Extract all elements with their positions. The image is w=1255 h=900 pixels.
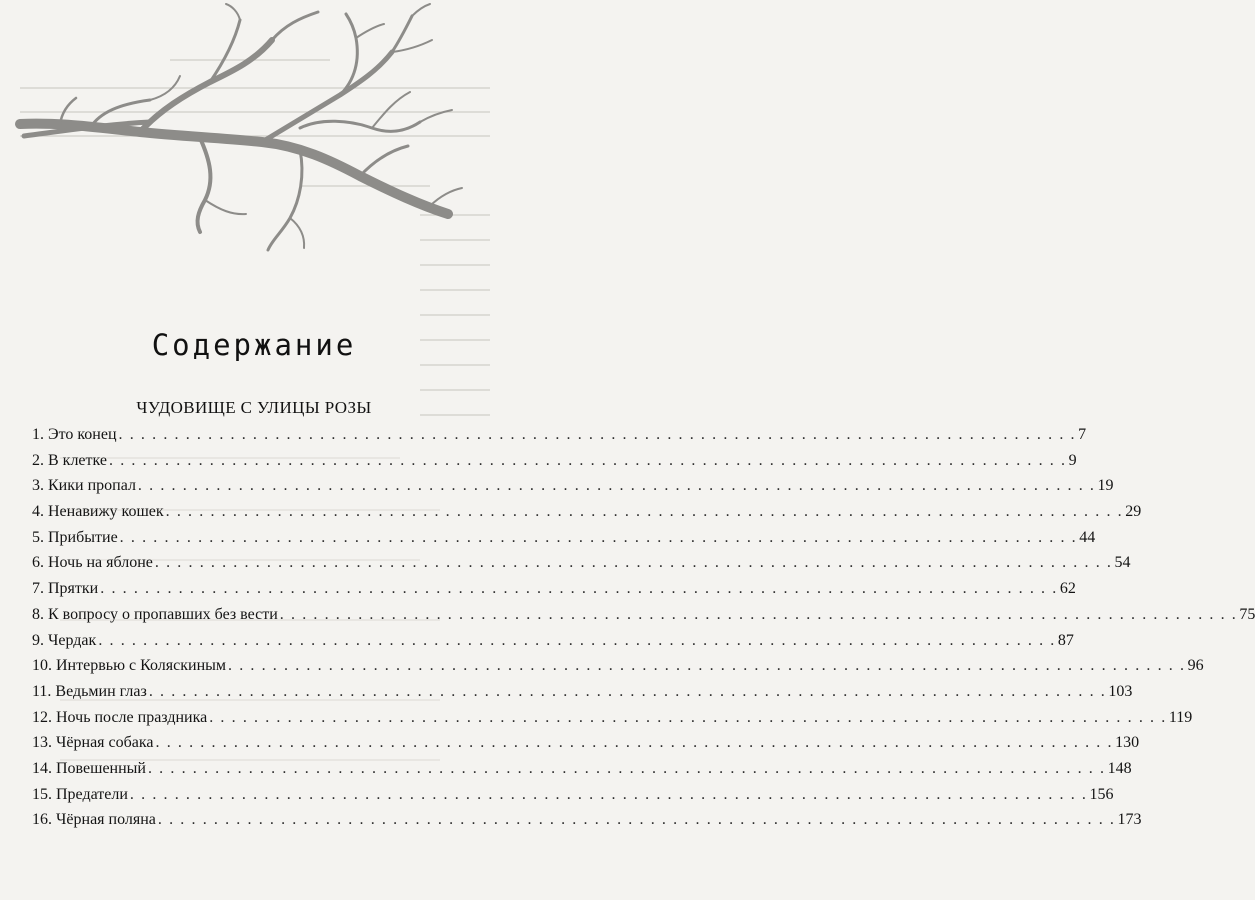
- dot-leader: . . . . . . . . . . . . . . . . . . . . . . . . . . . . . . . . . . . . . . . . . . . . . . . . . . . . . . . . . . . . . . . . . . . . . . . . . . . . . . . . . . . . . .: [157, 811, 1116, 829]
- dot-leader: . . . . . . . . . . . . . . . . . . . . . . . . . . . . . . . . . . . . . . . . . . . . . . . . . . . . . . . . . . . . . . . . . . . . . . . . . . . . . . . . . . . . . .: [100, 580, 1058, 598]
- toc-entry-title: 1. Это конец: [32, 426, 117, 443]
- toc-entry: [32, 631, 1074, 658]
- toc-entry-page-number: 44: [1079, 528, 1096, 546]
- dot-leader: . . . . . . . . . . . . . . . . . . . . . . . . . . . . . . . . . . . . . . . . . . . . . . . . . . . . . . . . . . . . . . . . . . . . . . . . . . . . . . . . . . . . . .: [155, 734, 1114, 752]
- toc-entry-page-number: 54: [1114, 554, 1131, 572]
- dot-leader: . . . . . . . . . . . . . . . . . . . . . . . . . . . . . . . . . . . . . . . . . . . . . . . . . . . . . . . . . . . . . . . . . . . . . . . . . . . . . . . . . . . . . .: [148, 682, 1107, 700]
- toc-entry-page-number: 96: [1187, 657, 1204, 675]
- toc-entry-title: 15. Предатели: [32, 785, 128, 803]
- toc-entry: [32, 759, 1132, 786]
- toc-entry-page-number: 130: [1115, 734, 1140, 752]
- toc-entry: [32, 811, 1142, 837]
- toc-entry-page-number: 156: [1089, 785, 1114, 803]
- dot-leader: . . . . . . . . . . . . . . . . . . . . . . . . . . . . . . . . . . . . . . . . . . . . . . . . . . . . . . . . . . . . . . . . . . . . . . . . . . . . . . . . . . . . . .: [147, 759, 1106, 777]
- toc-entry-page-number: 9: [1068, 451, 1077, 469]
- toc-entry: [32, 657, 1204, 683]
- toc-entry: [32, 426, 1087, 452]
- toc-entry-title: 5. Прибытие: [32, 528, 118, 546]
- dot-leader: . . . . . . . . . . . . . . . . . . . . . . . . . . . . . . . . . . . . . . . . . . . . . . . . . . . . . . . . . . . . . . . . . . . . . . . . . . . . . . . . . . . . . .: [165, 503, 1124, 521]
- toc-entry-title: 6. Ночь на яблоне: [32, 554, 153, 572]
- toc-entry: [32, 503, 1142, 529]
- toc-entry-title: 14. Повешенный: [32, 759, 146, 777]
- toc-entry: [32, 605, 1255, 632]
- toc-entry-title: 3. Кики пропал: [32, 477, 136, 495]
- toc-entry-page-number: 87: [1057, 631, 1074, 649]
- dot-leader: . . . . . . . . . . . . . . . . . . . . . . . . . . . . . . . . . . . . . . . . . . . . . . . . . . . . . . . . . . . . . . . . . . . . . . . . . . . . . . . . . . . . . .: [209, 708, 1167, 726]
- dot-leader: . . . . . . . . . . . . . . . . . . . . . . . . . . . . . . . . . . . . . . . . . . . . . . . . . . . . . . . . . . . . . . . . . . . . . . . . . . . . . . . . . . . . . .: [129, 785, 1088, 803]
- toc-entry-title: 10. Интервью с Коляскиным: [32, 657, 226, 675]
- toc-entry-title: 11. Ведьмин глаз: [32, 682, 147, 700]
- toc-entry-page-number: 19: [1097, 477, 1114, 495]
- toc-entry-page-number: 75: [1239, 605, 1255, 623]
- toc-entry: [32, 580, 1076, 606]
- dot-leader: . . . . . . . . . . . . . . . . . . . . . . . . . . . . . . . . . . . . . . . . . . . . . . . . . . . . . . . . . . . . . . . . . . . . . . . . . . . . . . . . . . . . . .: [109, 451, 1067, 469]
- toc-entry: [32, 477, 1114, 503]
- toc-entry-title: 7. Прятки: [32, 580, 99, 598]
- section-title: ЧУДОВИЩЕ С УЛИЦЫ РОЗЫ: [136, 398, 372, 417]
- dot-leader: . . . . . . . . . . . . . . . . . . . . . . . . . . . . . . . . . . . . . . . . . . . . . . . . . . . . . . . . . . . . . . . . . . . . . . . . . . . . . . . . . . . . . .: [137, 477, 1096, 495]
- toc-entry-title: 2. В клетке: [32, 451, 107, 469]
- toc-entry-page-number: 103: [1108, 682, 1133, 700]
- dot-leader: . . . . . . . . . . . . . . . . . . . . . . . . . . . . . . . . . . . . . . . . . . . . . . . . . . . . . . . . . . . . . . . . . . . . . . . . . . . . . . . . . . . . . .: [98, 631, 1056, 649]
- toc-entry: [32, 451, 1077, 478]
- toc-entry-page-number: 62: [1059, 580, 1076, 598]
- toc-entry-page-number: 29: [1125, 503, 1142, 521]
- toc-entry: [32, 554, 1131, 580]
- dot-leader: . . . . . . . . . . . . . . . . . . . . . . . . . . . . . . . . . . . . . . . . . . . . . . . . . . . . . . . . . . . . . . . . . . . . . . . . . . . . . . . . . . . . . .: [228, 657, 1186, 675]
- page-title: Содержание: [151, 328, 357, 362]
- toc-entry-page-number: 173: [1117, 811, 1142, 829]
- table-of-contents: [32, 426, 1255, 837]
- toc-entry-page-number: 7: [1078, 426, 1087, 443]
- toc-entry-title: 4. Ненавижу кошек: [32, 503, 164, 521]
- toc-entry-page-number: 148: [1107, 759, 1132, 777]
- dot-leader: . . . . . . . . . . . . . . . . . . . . . . . . . . . . . . . . . . . . . . . . . . . . . . . . . . . . . . . . . . . . . . . . . . . . . . . . . . . . . . . . . . . . . .: [279, 605, 1238, 623]
- toc-entry-title: 9. Чердак: [32, 631, 97, 649]
- dot-leader: . . . . . . . . . . . . . . . . . . . . . . . . . . . . . . . . . . . . . . . . . . . . . . . . . . . . . . . . . . . . . . . . . . . . . . . . . . . . . . . . . . . . . .: [119, 528, 1078, 546]
- dot-leader: . . . . . . . . . . . . . . . . . . . . . . . . . . . . . . . . . . . . . . . . . . . . . . . . . . . . . . . . . . . . . . . . . . . . . . . . . . . . . . . . . . . . . .: [154, 554, 1113, 572]
- toc-entry: [32, 682, 1133, 709]
- toc-entry: [32, 734, 1140, 760]
- toc-entry-title: 8. К вопросу о пропавших без вести: [32, 605, 278, 623]
- tree-branch-illustration: [0, 0, 508, 300]
- toc-entry-title: 13. Чёрная собака: [32, 734, 154, 752]
- toc-entry: [32, 785, 1114, 812]
- toc-entry-page-number: 119: [1168, 708, 1193, 726]
- toc-entry: [32, 528, 1096, 555]
- toc-entry-title: 16. Чёрная поляна: [32, 811, 156, 829]
- dot-leader: . . . . . . . . . . . . . . . . . . . . . . . . . . . . . . . . . . . . . . . . . . . . . . . . . . . . . . . . . . . . . . . . . . . . . . . . . . . . . . . . . . . . . .: [118, 426, 1077, 443]
- toc-entry: [32, 708, 1193, 735]
- toc-entry-title: 12. Ночь после праздника: [32, 708, 208, 726]
